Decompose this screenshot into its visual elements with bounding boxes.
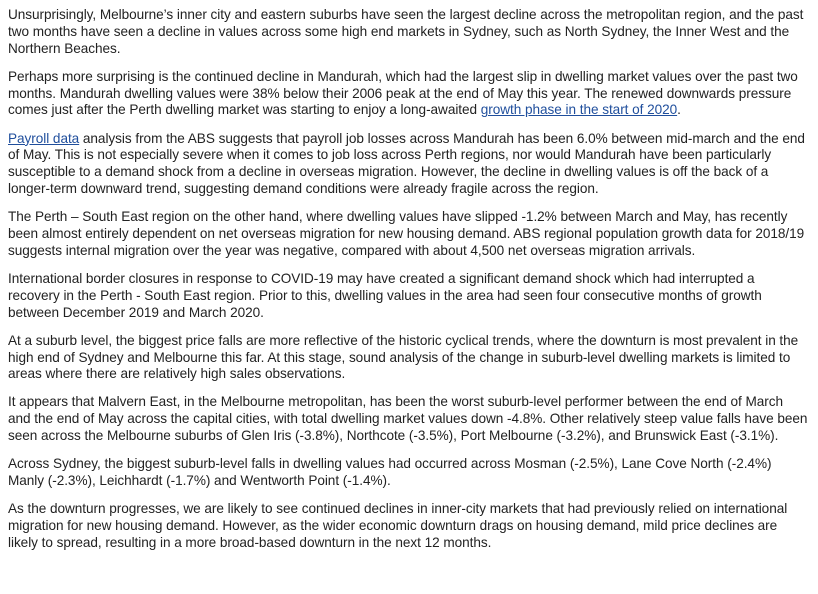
paragraph-text-end: . [677, 102, 681, 118]
paragraph-text: As the downturn progresses, we are likely to see continued declines in inner-city markets that had previously relied on international migration for new housing demand. However, as the wider economic downturn drags on housing demand, mild price declines are likely to spread, resulting in a more broad-based downturn in the next 12 months. [8, 501, 788, 550]
paragraph-text: Unsurprisingly, Melbourne’s inner city and eastern suburbs have seen the largest decline across the metropolitan region, and the past two months have seen a decline in values across some high end markets in Sydney, such as North Sydney, the Inner West and the Northern Beaches. [8, 7, 804, 56]
payroll-data-link[interactable]: Payroll data [8, 130, 80, 146]
paragraph-text: Across Sydney, the biggest suburb-level falls in dwelling values had occurred across Mosman (-2.5%), Lane Cove North (-2.4%) Manly (-2.3%), Leichhardt (-1.7%) and Wentworth Point (-1.4%). [8, 456, 772, 489]
document-body [8, 7, 808, 563]
paragraph-text: It appears that Malvern East, in the Melbourne metropolitan, has been the worst suburb-level performer between the end of March and the end of May across the capital cities, with total dwelling market values down -4.8%. Other relatively steep value falls have been seen across the Melbourne suburbs of Glen Iris (-3.8%), Northcote (-3.5%), Port Melbourne (-3.2%), and Brunswick East (-3.1%). [8, 394, 808, 444]
growth-phase-link[interactable]: growth phase in the start of 2020 [480, 102, 678, 118]
paragraph-perth-south-east [8, 209, 808, 259]
paragraph-mandurah-decline [8, 69, 808, 119]
paragraph-text: International border closures in response to COVID-19 may have created a significant demand shock which had interrupted a recovery in the Perth - South East region. Prior to this, dwelling values in the area had seen four consecutive months of growth between December 2019 and March 2020. [8, 270, 762, 320]
paragraph-text: Perhaps more surprising is the continued decline in Mandurah, which had the largest slip in dwelling market values over the past two months. Mandurah dwelling values were 38% below their 2006 peak at the end of May this year. The renewed downwards pressure comes just after the Perth dwelling market was starting to enjoy a long-awaited [8, 68, 798, 118]
paragraph-text: analysis from the ABS suggests that payroll job losses across Mandurah has been 6.0% between mid-march and the end of May. This is not especially severe when it comes to job loss across Perth regions, nor would Mandurah have been particularly susceptible to a demand shock from a decline in overseas migration. However, the decline in dwelling values is off the back of a longer-term downward trend, suggesting demand conditions were already fragile across the region. [8, 130, 805, 196]
paragraph-sydney-falls [8, 456, 808, 490]
paragraph-text: At a suburb level, the biggest price falls are more reflective of the historic cyclical trends, where the downturn is most prevalent in the high end of Sydney and Melbourne this far. At this stage, sound analysis of the change in suburb-level dwelling markets is limited to areas where there are relatively high sales observations. [8, 332, 799, 382]
paragraph-payroll-data [8, 131, 808, 198]
paragraph-suburb-level [8, 333, 808, 383]
paragraph-text: The Perth – South East region on the other hand, where dwelling values have slipped -1.2% between March and May, has recently been almost entirely dependent on net overseas migration for new housing demand. ABS regional population growth data for 2018/19 suggests internal migration over the year was negative, compared with about 4,500 net overseas migration arrivals. [8, 209, 805, 258]
paragraph-outlook [8, 501, 808, 551]
paragraph-malvern-east [8, 394, 808, 444]
paragraph-border-closures [8, 271, 808, 321]
paragraph-melbourne-sydney-decline [8, 7, 808, 57]
